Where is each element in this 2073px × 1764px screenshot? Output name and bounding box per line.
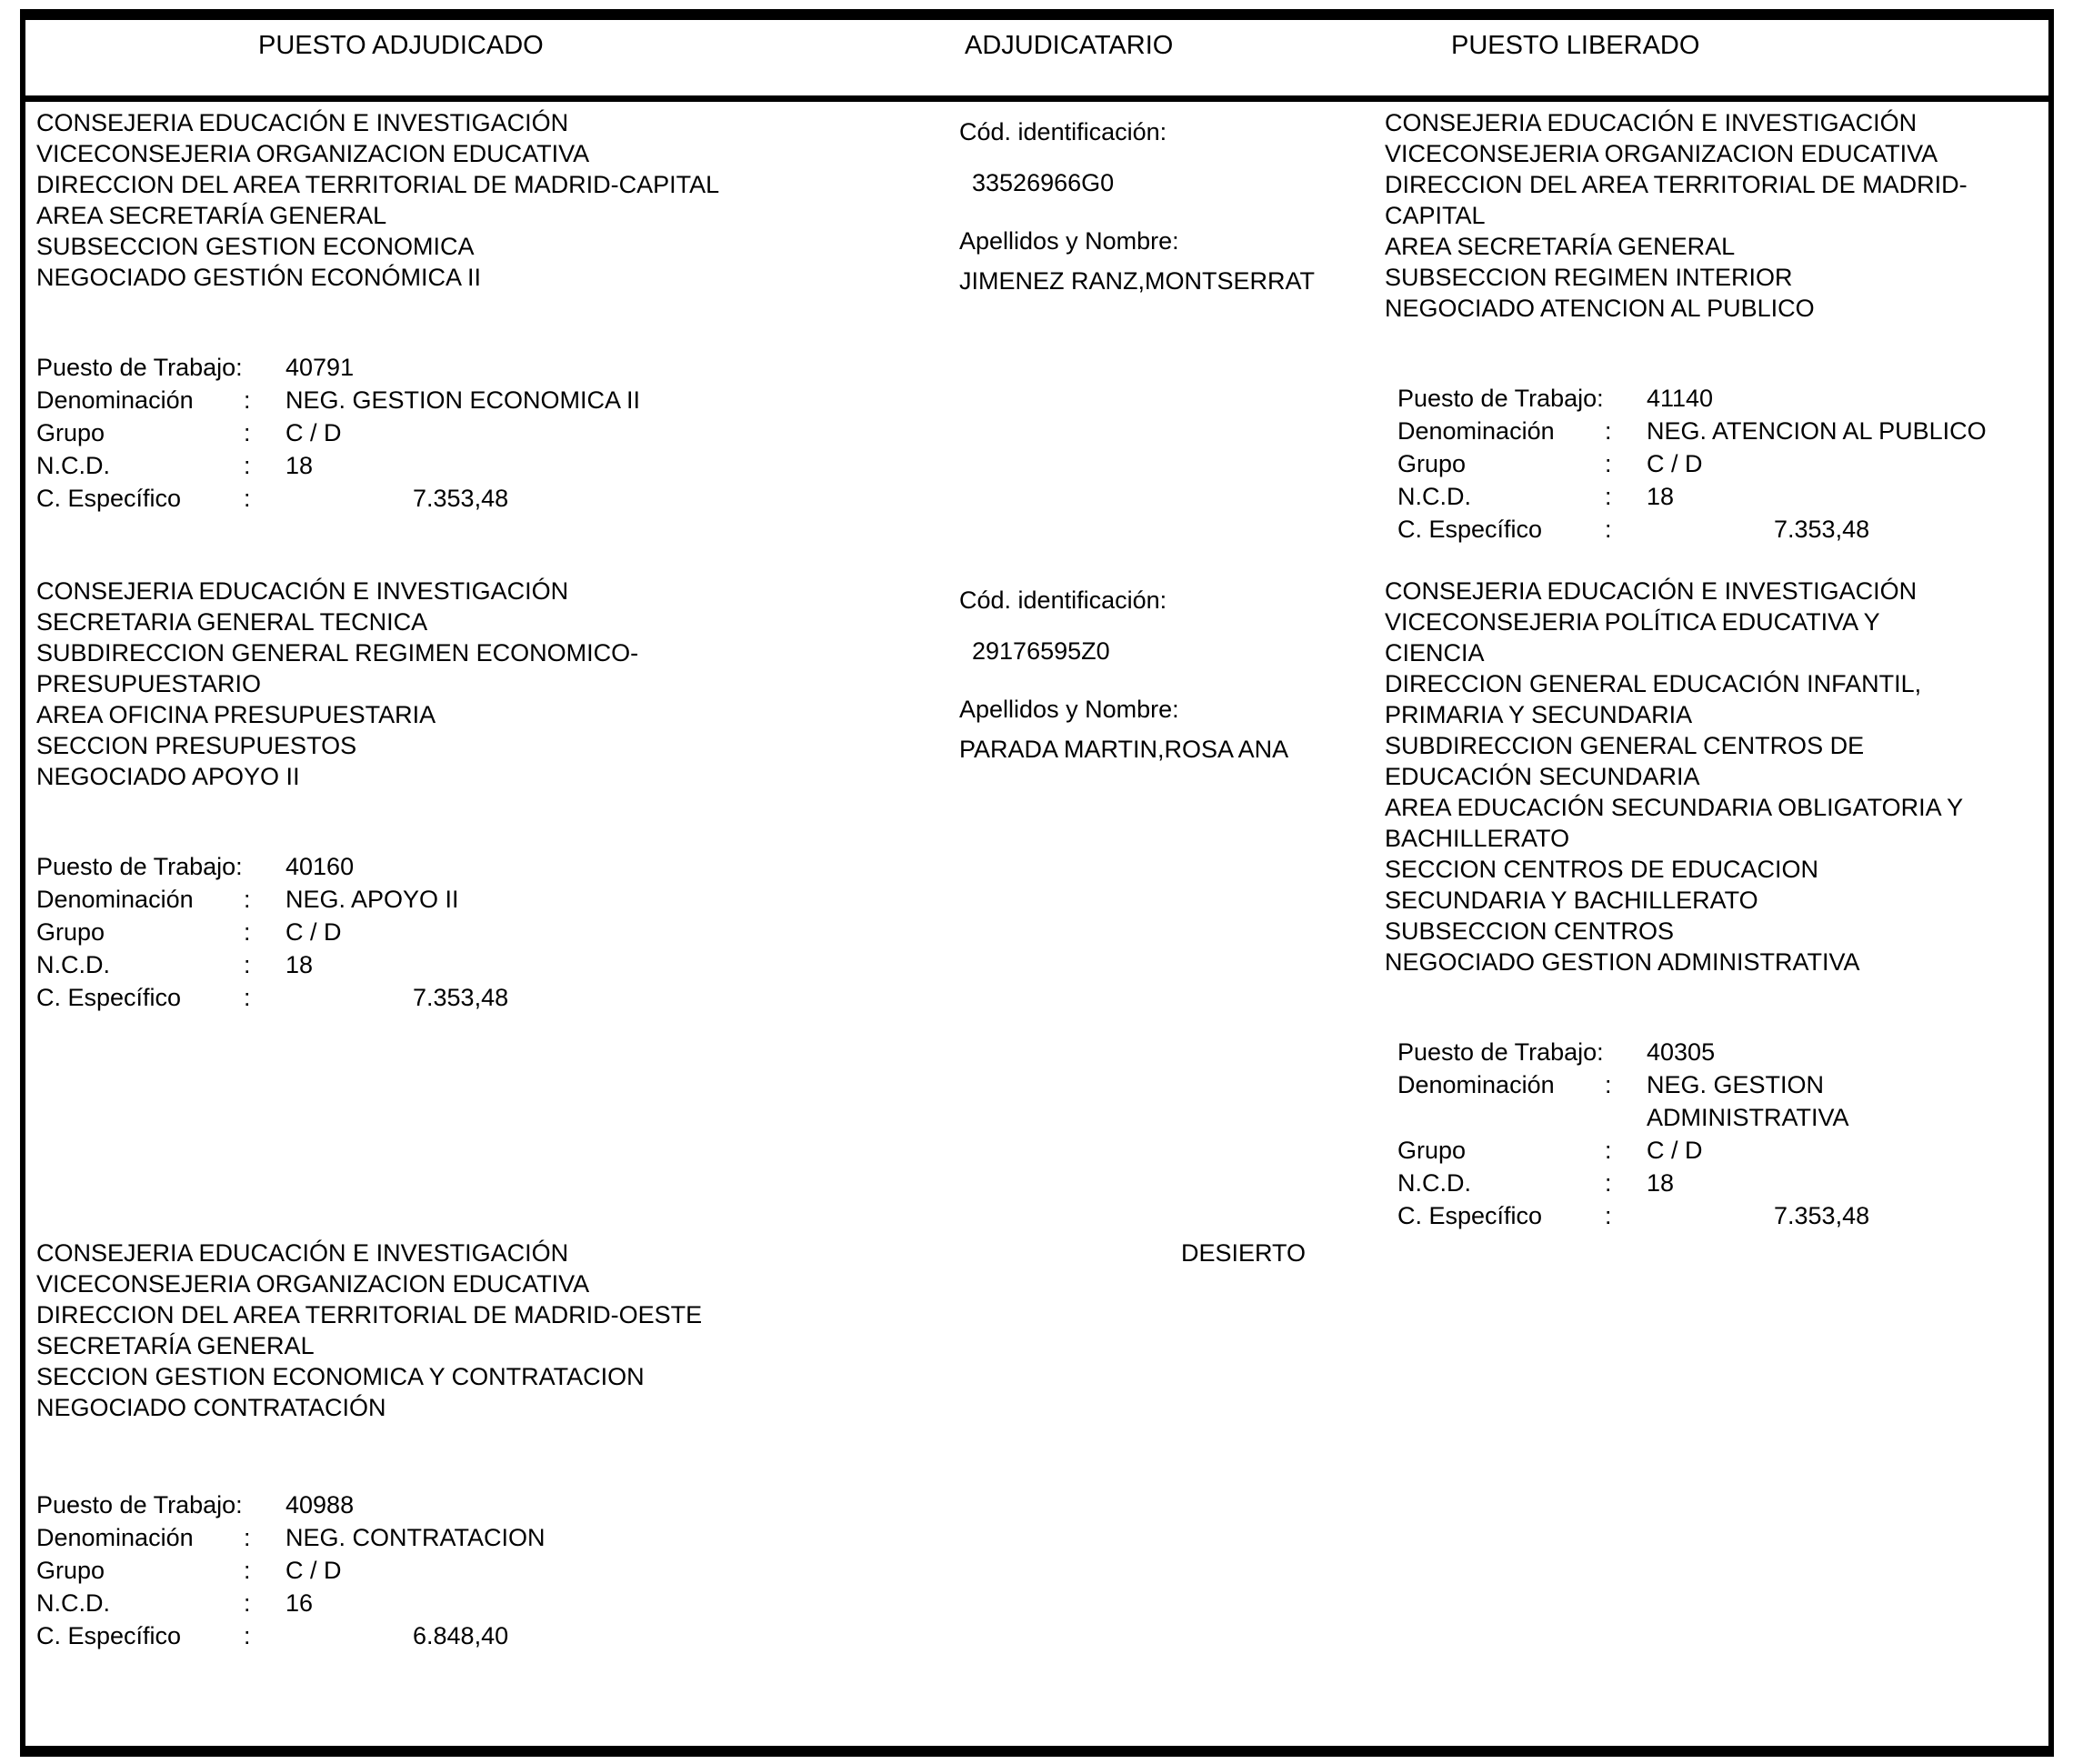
- cod-identificacion-label: Cód. identificación:: [959, 586, 1167, 614]
- table-row: [25, 570, 2048, 1232]
- org-line: SECCION PRESUPUESTOS: [36, 732, 357, 759]
- detail-label: C. Específico: [36, 485, 182, 512]
- detail-separator: :: [244, 386, 251, 414]
- detail-separator: :: [1605, 1169, 1612, 1197]
- detail-value: 7.353,48: [1774, 516, 1870, 543]
- org-line: CONSEJERIA EDUCACIÓN E INVESTIGACIÓN: [36, 1239, 569, 1267]
- detail-row: [36, 1587, 948, 1619]
- cell-puesto-adjudicado: [25, 570, 948, 1232]
- cod-identificacion-value: 29176595Z0: [972, 637, 1110, 665]
- column-header-puesto-liberado: PUESTO LIBERADO: [1451, 31, 1700, 60]
- detail-label: Puesto de Trabajo:: [1397, 1038, 1604, 1066]
- detail-row: [36, 1619, 948, 1652]
- detail-value: NEG. GESTION ECONOMICA II: [285, 386, 641, 414]
- detail-separator: :: [244, 984, 251, 1011]
- detail-separator: :: [1605, 450, 1612, 477]
- detail-value: 18: [1647, 1169, 1675, 1197]
- detail-value: 7.353,48: [413, 984, 509, 1011]
- detail-separator: :: [1605, 1202, 1612, 1229]
- cell-adjudicatario: [948, 102, 1374, 570]
- cod-identificacion-label: Cód. identificación:: [959, 118, 1167, 145]
- detail-separator: :: [244, 886, 251, 913]
- org-line: SUBSECCION GESTION ECONOMICA: [36, 233, 475, 260]
- cell-adjudicatario: [948, 570, 1374, 1232]
- org-line: SECCION GESTION ECONOMICA Y CONTRATACION: [36, 1363, 645, 1390]
- table-body: [25, 102, 2048, 1746]
- org-line: AREA EDUCACIÓN SECUNDARIA OBLIGATORIA Y: [1385, 794, 1964, 821]
- cod-identificacion-value: 33526966G0: [972, 169, 1115, 196]
- detail-row: [36, 1554, 948, 1587]
- detail-value: C / D: [285, 419, 342, 446]
- desierto-label: DESIERTO: [1181, 1239, 1307, 1267]
- detail-separator: :: [1605, 1137, 1612, 1164]
- org-line: VICECONSEJERIA ORGANIZACION EDUCATIVA: [1385, 140, 1938, 167]
- org-line: BACHILLERATO: [1385, 825, 1570, 852]
- org-line: CONSEJERIA EDUCACIÓN E INVESTIGACIÓN: [36, 109, 569, 136]
- detail-separator: :: [244, 1589, 251, 1617]
- document-table: [20, 9, 2054, 1757]
- detail-label: Puesto de Trabajo:: [36, 354, 243, 381]
- org-line: DIRECCION GENERAL EDUCACIÓN INFANTIL,: [1385, 670, 1922, 697]
- detail-separator: [1605, 1036, 1647, 1068]
- org-line: SUBDIRECCION GENERAL CENTROS DE: [1385, 732, 1865, 759]
- org-line: CIENCIA: [1385, 639, 1485, 667]
- detail-label: C. Específico: [36, 1622, 182, 1649]
- org-line: SECRETARIA GENERAL TECNICA: [36, 608, 428, 636]
- org-line: VICECONSEJERIA ORGANIZACION EDUCATIVA: [36, 140, 590, 167]
- org-line: PRIMARIA Y SECUNDARIA: [1385, 701, 1693, 728]
- org-block: [36, 576, 948, 792]
- org-line: AREA SECRETARÍA GENERAL: [36, 202, 387, 229]
- detail-value: 7.353,48: [413, 485, 509, 512]
- detail-label: C. Específico: [1397, 516, 1543, 543]
- detail-row: [36, 981, 948, 1014]
- org-line: SECCION CENTROS DE EDUCACION: [1385, 856, 1819, 883]
- detail-row: [36, 351, 948, 384]
- detail-separator: :: [1605, 417, 1612, 445]
- detail-separator: :: [1605, 516, 1612, 543]
- detail-value: 40160: [285, 853, 355, 880]
- org-block: [36, 1238, 948, 1423]
- detail-row: [36, 482, 948, 515]
- detail-value: 18: [1647, 483, 1675, 510]
- detail-block: [1385, 1036, 2048, 1232]
- apellidos-nombre-label: Apellidos y Nombre:: [959, 227, 1179, 255]
- detail-row: [36, 416, 948, 449]
- org-block: [1385, 107, 2048, 324]
- detail-separator: :: [244, 1622, 251, 1649]
- detail-separator: :: [244, 1524, 251, 1551]
- org-line: DIRECCION DEL AREA TERRITORIAL DE MADRID-: [1385, 171, 1968, 198]
- org-line: NEGOCIADO GESTION ADMINISTRATIVA: [1385, 948, 1860, 976]
- org-line: CAPITAL: [1385, 202, 1486, 229]
- detail-block: [1385, 382, 2048, 546]
- detail-label: Grupo: [1397, 1137, 1467, 1164]
- cell-puesto-liberado: [1374, 1232, 2048, 1746]
- detail-row: [36, 916, 948, 948]
- org-line: SUBSECCION CENTROS: [1385, 917, 1675, 945]
- org-line: DIRECCION DEL AREA TERRITORIAL DE MADRID-OESTE: [36, 1301, 703, 1328]
- detail-value: 40305: [1647, 1038, 1716, 1066]
- detail-label: Puesto de Trabajo:: [36, 853, 243, 880]
- apellidos-nombre-value: PARADA MARTIN,ROSA ANA: [959, 736, 1289, 763]
- detail-row: [1397, 382, 2048, 415]
- column-header-adjudicatario: ADJUDICATARIO: [965, 31, 1174, 60]
- detail-separator: :: [244, 951, 251, 978]
- table-row: [25, 102, 2048, 570]
- org-line: NEGOCIADO GESTIÓN ECONÓMICA II: [36, 264, 482, 291]
- detail-value: 40791: [285, 354, 355, 381]
- org-line: NEGOCIADO ATENCION AL PUBLICO: [1385, 295, 1815, 322]
- detail-row: [36, 948, 948, 981]
- detail-label: Denominación: [1397, 1071, 1555, 1098]
- org-line: AREA OFICINA PRESUPUESTARIA: [36, 701, 436, 728]
- detail-label: N.C.D.: [36, 452, 110, 479]
- detail-value: 16: [285, 1589, 314, 1617]
- detail-row: [1397, 415, 2048, 447]
- detail-label: Denominación: [36, 886, 194, 913]
- detail-value: C / D: [1647, 1137, 1703, 1164]
- cell-puesto-adjudicado: [25, 1232, 948, 1746]
- org-line: PRESUPUESTARIO: [36, 670, 262, 697]
- detail-separator: [1605, 382, 1647, 415]
- detail-row: [1397, 480, 2048, 513]
- detail-separator: :: [244, 1557, 251, 1584]
- detail-row: [1397, 1036, 2048, 1068]
- detail-row: [1397, 513, 2048, 546]
- detail-separator: :: [244, 918, 251, 946]
- detail-value: NEG. CONTRATACION: [285, 1524, 546, 1551]
- column-header-puesto-adjudicado: PUESTO ADJUDICADO: [258, 31, 544, 60]
- detail-label: Grupo: [36, 419, 105, 446]
- apellidos-nombre-value: JIMENEZ RANZ,MONTSERRAT: [959, 267, 1315, 295]
- detail-label: C. Específico: [1397, 1202, 1543, 1229]
- org-line: SECUNDARIA Y BACHILLERATO: [1385, 887, 1758, 914]
- org-line: CONSEJERIA EDUCACIÓN E INVESTIGACIÓN: [1385, 109, 1918, 136]
- org-line: VICECONSEJERIA ORGANIZACION EDUCATIVA: [36, 1270, 590, 1298]
- detail-label: Denominación: [1397, 417, 1555, 445]
- cell-puesto-adjudicado: [25, 102, 948, 570]
- detail-row: [36, 1521, 948, 1554]
- detail-row: [36, 883, 948, 916]
- org-line: SECRETARÍA GENERAL: [36, 1332, 315, 1359]
- table-row: [25, 1232, 2048, 1746]
- detail-separator: :: [244, 452, 251, 479]
- detail-label: C. Específico: [36, 984, 182, 1011]
- detail-row: [1397, 1134, 2048, 1167]
- detail-value: C / D: [285, 1557, 342, 1584]
- org-line: CONSEJERIA EDUCACIÓN E INVESTIGACIÓN: [1385, 577, 1918, 605]
- org-line: DIRECCION DEL AREA TERRITORIAL DE MADRID-CAPITAL: [36, 171, 720, 198]
- org-line: SUBSECCION REGIMEN INTERIOR: [1385, 264, 1793, 291]
- detail-value: 7.353,48: [1774, 1202, 1870, 1229]
- detail-row: [36, 1488, 948, 1521]
- org-line: NEGOCIADO APOYO II: [36, 763, 300, 790]
- detail-row: [36, 850, 948, 883]
- detail-label: Denominación: [36, 386, 194, 414]
- detail-row: [1397, 447, 2048, 480]
- detail-row: [1397, 1068, 2048, 1134]
- detail-block: [36, 1488, 948, 1652]
- detail-label: Denominación: [36, 1524, 194, 1551]
- detail-block: [36, 351, 948, 515]
- detail-value: 18: [285, 452, 314, 479]
- detail-value: 41140: [1647, 385, 1714, 412]
- org-line: NEGOCIADO CONTRATACIÓN: [36, 1394, 386, 1421]
- detail-label: Puesto de Trabajo:: [36, 1491, 243, 1518]
- detail-row: [36, 449, 948, 482]
- detail-separator: :: [1605, 483, 1612, 510]
- detail-value: NEG. GESTION ADMINISTRATIVA: [1647, 1071, 1849, 1131]
- detail-block: [36, 850, 948, 1014]
- detail-value: NEG. APOYO II: [285, 886, 459, 913]
- cell-adjudicatario: [948, 1232, 1374, 1746]
- detail-separator: [244, 351, 285, 384]
- detail-label: Puesto de Trabajo:: [1397, 385, 1604, 412]
- apellidos-nombre-label: Apellidos y Nombre:: [959, 696, 1179, 723]
- detail-separator: :: [244, 419, 251, 446]
- detail-label: Grupo: [36, 1557, 105, 1584]
- detail-label: N.C.D.: [1397, 1169, 1471, 1197]
- detail-value: NEG. ATENCION AL PUBLICO: [1647, 417, 1987, 445]
- cell-puesto-liberado: [1374, 102, 2048, 570]
- cell-puesto-liberado: [1374, 570, 2048, 1232]
- detail-row: [1397, 1199, 2048, 1232]
- detail-label: N.C.D.: [1397, 483, 1471, 510]
- table-header-row: [25, 20, 2048, 102]
- org-line: EDUCACIÓN SECUNDARIA: [1385, 763, 1700, 790]
- org-block: [36, 107, 948, 293]
- detail-value: 18: [285, 951, 314, 978]
- org-block: [1385, 576, 2048, 977]
- detail-value: 6.848,40: [413, 1622, 509, 1649]
- org-line: AREA SECRETARÍA GENERAL: [1385, 233, 1736, 260]
- detail-separator: [244, 850, 285, 883]
- detail-label: N.C.D.: [36, 1589, 110, 1617]
- detail-label: N.C.D.: [36, 951, 110, 978]
- org-line: SUBDIRECCION GENERAL REGIMEN ECONOMICO-: [36, 639, 639, 667]
- detail-separator: [244, 1488, 285, 1521]
- detail-value: 40988: [285, 1491, 355, 1518]
- detail-value: C / D: [285, 918, 342, 946]
- detail-row: [36, 384, 948, 416]
- detail-separator: :: [1605, 1071, 1612, 1098]
- org-line: CONSEJERIA EDUCACIÓN E INVESTIGACIÓN: [36, 577, 569, 605]
- org-line: VICECONSEJERIA POLÍTICA EDUCATIVA Y: [1385, 608, 1880, 636]
- detail-row: [1397, 1167, 2048, 1199]
- detail-value: C / D: [1647, 450, 1703, 477]
- detail-label: Grupo: [1397, 450, 1467, 477]
- detail-label: Grupo: [36, 918, 105, 946]
- detail-separator: :: [244, 485, 251, 512]
